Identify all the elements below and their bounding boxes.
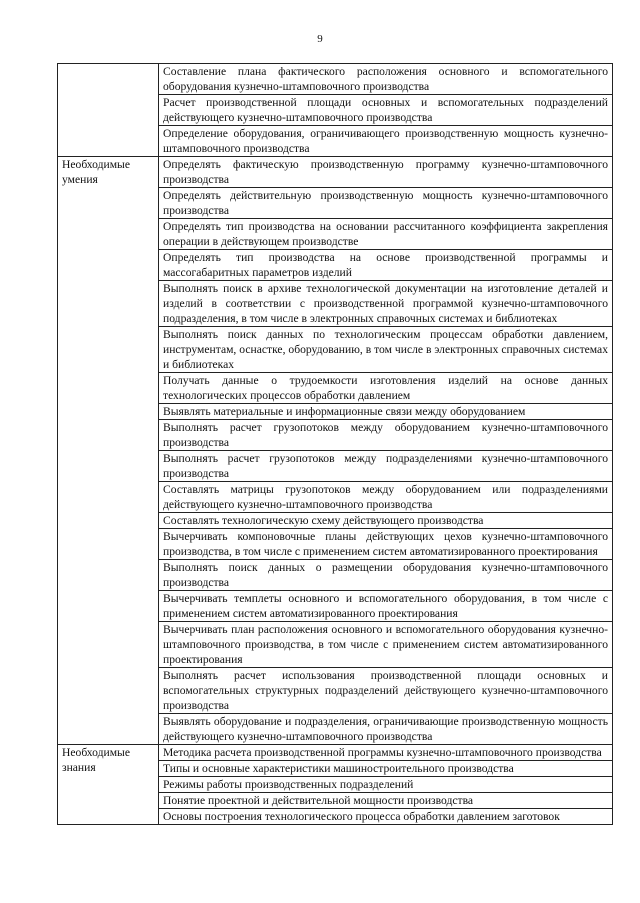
- requirement-text: Составлять технологическую схему действующего производства: [159, 513, 613, 529]
- table-row: [58, 64, 613, 95]
- section-label: Необходимые умения: [58, 157, 159, 745]
- requirement-text: Определять тип производства на основании рассчитанного коэффициента закрепления операции в действующем производстве: [159, 219, 613, 250]
- requirement-text: Понятие проектной и действительной мощности производства: [159, 793, 613, 809]
- requirement-text: Основы построения технологического процесса обработки давлением заготовок: [159, 809, 613, 825]
- requirement-text: Выявлять материальные и информационные связи между оборудованием: [159, 404, 613, 420]
- requirement-text: Выполнять расчет грузопотоков между оборудованием кузнечно-штамповочного производства: [159, 420, 613, 451]
- requirement-text: Режимы работы производственных подразделений: [159, 777, 613, 793]
- table-row: [58, 157, 613, 188]
- competency-table: [57, 63, 613, 825]
- page-number: 9: [317, 33, 323, 45]
- requirement-text: Вычерчивать план расположения основного и вспомогательного оборудования кузнечно-штамповочного производства, в том числе с применением систем автоматизированного проектирования: [159, 622, 613, 668]
- requirement-text: Расчет производственной площади основных и вспомогательных подразделений действующего кузнечно-штамповочного производства: [159, 95, 613, 126]
- requirement-text: Составление плана фактического расположения основного и вспомогательного оборудования кузнечно-штамповочного производства: [159, 64, 613, 95]
- requirement-text: Составлять матрицы грузопотоков между оборудованием или подразделениями действующего кузнечно-штамповочного производства: [159, 482, 613, 513]
- requirement-text: Выполнять расчет грузопотоков между подразделениями кузнечно-штамповочного производства: [159, 451, 613, 482]
- requirement-text: Выполнять поиск данных по технологическим процессам обработки давлением, инструментам, оснастке, оборудованию, в том числе в электронных справочных системах и библиотеках: [159, 327, 613, 373]
- requirement-text: Определение оборудования, ограничивающего производственную мощность кузнечно-штамповочного производства: [159, 126, 613, 157]
- requirement-text: Типы и основные характеристики машиностроительного производства: [159, 761, 613, 777]
- requirement-text: Вычерчивать компоновочные планы действующих цехов кузнечно-штамповочного производства, в том числе с применением систем автоматизированного проектирования: [159, 529, 613, 560]
- requirement-text: Определять тип производства на основе производственной программы и массогабаритных параметров изделий: [159, 250, 613, 281]
- section-label: Необходимые знания: [58, 745, 159, 825]
- table-row: [58, 745, 613, 761]
- requirement-text: Выявлять оборудование и подразделения, ограничивающие производственную мощность действующего кузнечно-штамповочного производства: [159, 714, 613, 745]
- requirement-text: Определять фактическую производственную программу кузнечно-штамповочного производства: [159, 157, 613, 188]
- requirement-text: Определять действительную производственную мощность кузнечно-штамповочного производства: [159, 188, 613, 219]
- requirement-text: Методика расчета производственной программы кузнечно-штамповочного производства: [159, 745, 613, 761]
- section-label: [58, 64, 159, 157]
- requirement-text: Выполнять поиск данных о размещении оборудования кузнечно-штамповочного производства: [159, 560, 613, 591]
- requirement-text: Вычерчивать темплеты основного и вспомогательного оборудования, в том числе с применением систем автоматизированного проектирования: [159, 591, 613, 622]
- requirement-text: Выполнять поиск в архиве технологической документации на изготовление деталей и изделий в соответствии с производственной программой кузнечно-штамповочного подразделения, в том числе в электронных справочных системах и библиотеках: [159, 281, 613, 327]
- requirement-text: Получать данные о трудоемкости изготовления изделий на основе данных технологических процессов обработки давлением: [159, 373, 613, 404]
- competency-table-body: [58, 64, 613, 825]
- requirement-text: Выполнять расчет использования производственной площади основных и вспомогательных структурных подразделений действующего кузнечно-штамповочного производства: [159, 668, 613, 714]
